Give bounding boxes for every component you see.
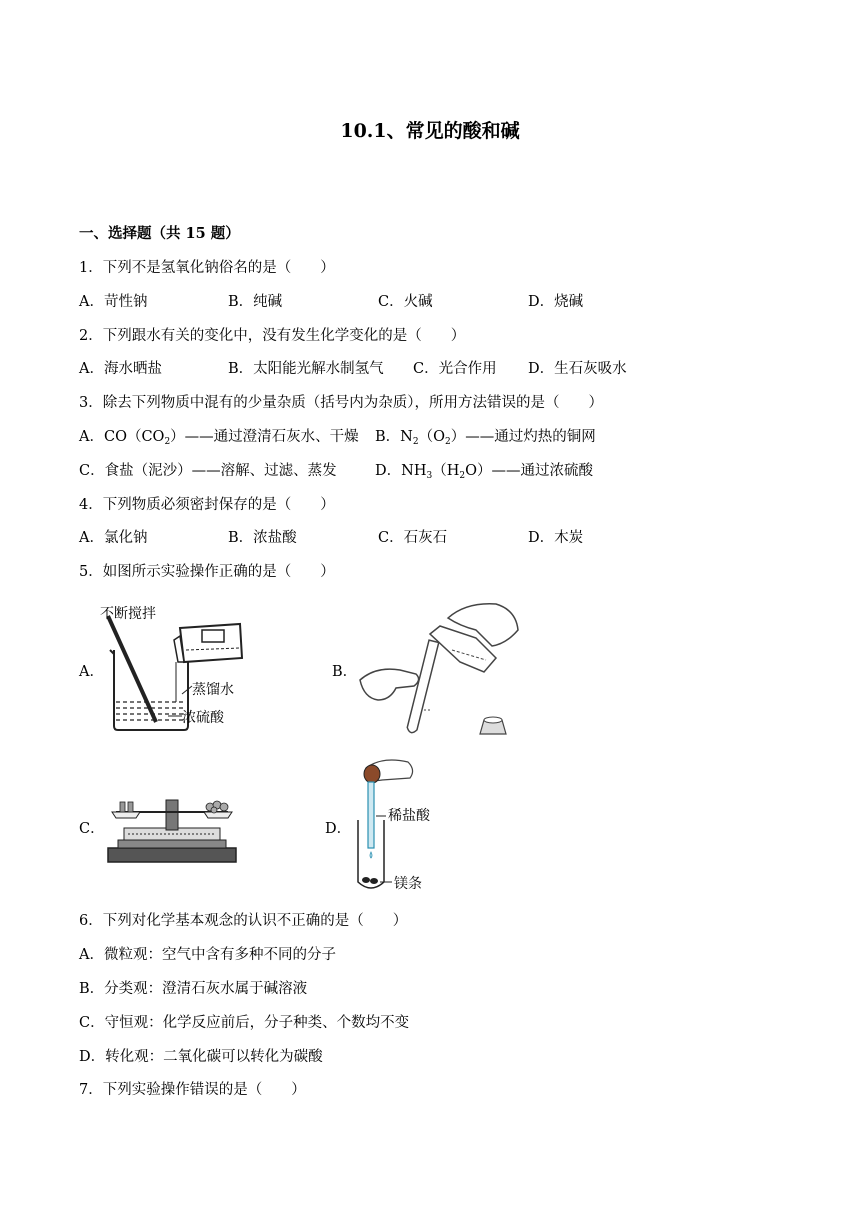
left-pan-icon: [112, 812, 140, 818]
question-2-stem: 2．下列跟水有关的变化中，没有发生化学变化的是（ ）: [79, 328, 466, 344]
q3-b-sub-2: 2: [444, 437, 451, 447]
q3-d-sub-2: 2: [459, 471, 466, 481]
beaker-icon: [114, 650, 188, 730]
q3-d-sub-1: 3: [426, 471, 433, 481]
fig-d-acid-label: 稀盐酸: [388, 808, 430, 824]
hand-left-icon: [360, 669, 419, 700]
q4-option-a[interactable]: A．氯化钠: [79, 530, 148, 546]
q2-option-a[interactable]: A．海水晒盐: [79, 361, 162, 377]
q2-option-b[interactable]: B．太阳能光解水制氢气: [228, 361, 384, 377]
fig-a-water-label: 蒸馏水: [192, 682, 234, 698]
glass-rod: [108, 616, 156, 722]
q6-option-a[interactable]: A．微粒观：空气中含有多种不同的分子: [79, 947, 336, 963]
q5-option-a-label[interactable]: A．: [79, 664, 104, 680]
q2-option-c[interactable]: C．光合作用: [413, 361, 497, 377]
q5-option-d-label[interactable]: D．: [325, 821, 352, 837]
page-title: 10.1、常见的酸和碱: [340, 120, 520, 142]
figure-d-dropper: [352, 756, 462, 896]
q3-b-text-3: ）——通过灼热的铜网: [450, 429, 596, 445]
q4-option-d[interactable]: D．木炭: [528, 530, 584, 546]
q1-option-a[interactable]: A．苛性钠: [79, 294, 148, 310]
q6-option-d[interactable]: D．转化观：二氧化碳可以转化为碳酸: [79, 1049, 323, 1065]
figure-c-balance: [104, 790, 240, 870]
q3-a-sub: 2: [164, 437, 171, 447]
right-pan-icon: [204, 812, 232, 818]
question-1-stem: 1．下列不是氢氧化钠俗名的是（ ）: [79, 260, 335, 276]
question-5-stem: 5．如图所示实验操作正确的是（ ）: [79, 564, 335, 580]
q1-option-c[interactable]: C．火碱: [378, 294, 433, 310]
q4-option-c[interactable]: C．石灰石: [378, 530, 448, 546]
q1-option-b[interactable]: B．纯碱: [228, 294, 283, 310]
dropper-icon: [368, 782, 374, 848]
q3-option-c[interactable]: C．食盐（泥沙）——溶解、过滤、蒸发: [79, 463, 337, 479]
balance-base-icon: [108, 848, 236, 862]
q4-option-b[interactable]: B．浓盐酸: [228, 530, 297, 546]
question-3-stem: 3．除去下列物质中混有的少量杂质（括号内为杂质），所用方法错误的是（ ）: [79, 395, 603, 411]
q1-option-d[interactable]: D．烧碱: [528, 294, 584, 310]
q3-option-d[interactable]: [375, 461, 593, 486]
q6-option-c[interactable]: C．守恒观：化学反应前后，分子种类、个数均不变: [79, 1015, 410, 1031]
dropper-bulb-icon: [364, 765, 380, 783]
q3-option-a[interactable]: [79, 427, 359, 452]
question-7-stem: 7．下列实验操作错误的是（ ）: [79, 1082, 306, 1098]
fig-a-stir-label: 不断搅拌: [100, 606, 156, 622]
q2-option-d[interactable]: D．生石灰吸水: [528, 361, 627, 377]
q5-option-c-label[interactable]: C．: [79, 821, 105, 837]
q5-option-b-label[interactable]: B．: [332, 664, 358, 680]
fig-d-mg-label: 镁条: [394, 876, 422, 892]
q6-option-b[interactable]: B．分类观：澄清石灰水属于碱溶液: [79, 981, 308, 997]
q3-d-text-2: （H: [432, 463, 460, 479]
q3-a-text-1: A．CO（CO: [79, 429, 165, 445]
q3-d-text-1: D．NH: [375, 463, 427, 479]
q3-b-text-1: B．N: [375, 429, 413, 445]
q3-a-text-2: ）——通过澄清石灰水、干燥: [170, 429, 359, 445]
q3-b-sub-1: 2: [412, 437, 419, 447]
q3-d-text-3: O）——通过浓硫酸: [465, 463, 593, 479]
q3-b-text-2: （O: [418, 429, 445, 445]
question-4-stem: 4．下列物质必须密封保存的是（ ）: [79, 497, 335, 513]
q3-option-b[interactable]: [375, 427, 596, 452]
figure-b-pouring: [356, 600, 526, 745]
section-heading: 一、选择题（共 15 题）: [79, 225, 240, 242]
question-6-stem: 6．下列对化学基本观念的认识不正确的是（ ）: [79, 913, 408, 929]
fig-a-acid-label: 浓硫酸: [182, 710, 224, 726]
figure-a-dilution: [98, 606, 258, 736]
